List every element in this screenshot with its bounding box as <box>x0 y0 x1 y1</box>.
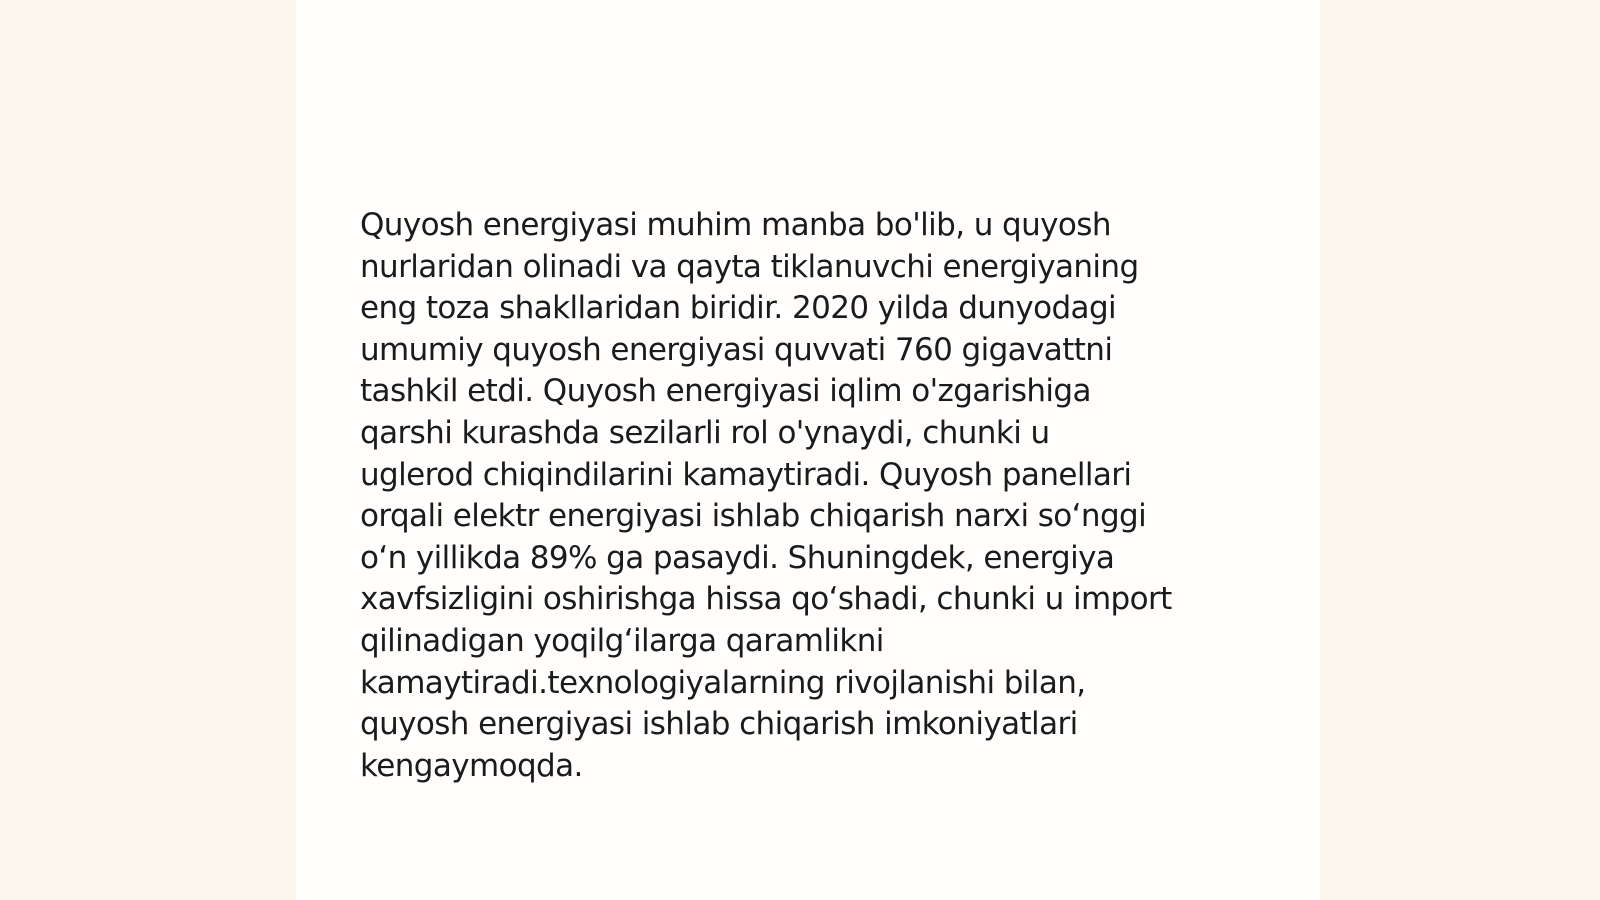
paragraph-line: kamaytiradi.texnologiyalarning rivojlanishi bilan, <box>360 664 1086 701</box>
paragraph-line: kengaymoqda. <box>360 747 583 784</box>
paragraph <box>360 205 1260 787</box>
paragraph-line: o‘n yillikda 89% ga pasaydi. Shuningdek, energiya <box>360 539 1115 576</box>
paragraph-line: xavfsizligini oshirishga hissa qo‘shadi, chunki u import <box>360 581 1172 618</box>
paragraph-line: umumiy quyosh energiyasi quvvati 760 gigavattni <box>360 331 1113 368</box>
document-page <box>296 0 1320 900</box>
paragraph-line: qarshi kurashda sezilarli rol o'ynaydi, chunki u <box>360 414 1050 451</box>
paragraph-line: orqali elektr energiyasi ishlab chiqarish narxi so‘nggi <box>360 498 1147 535</box>
paragraph-line: nurlaridan olinadi va qayta tiklanuvchi energiyaning <box>360 248 1139 285</box>
paragraph-line: qilinadigan yoqilg‘ilarga qaramlikni <box>360 622 884 659</box>
paragraph-line: Quyosh energiyasi muhim manba bo'lib, u quyosh <box>360 207 1111 243</box>
paragraph-line: eng toza shakllaridan biridir. 2020 yilda dunyodagi <box>360 290 1117 327</box>
paragraph-line: uglerod chiqindilarini kamaytiradi. Quyosh panellari <box>360 456 1132 493</box>
paragraph-line: quyosh energiyasi ishlab chiqarish imkoniyatlari <box>360 706 1078 743</box>
paragraph-line: tashkil etdi. Quyosh energiyasi iqlim o'zgarishiga <box>360 373 1091 410</box>
